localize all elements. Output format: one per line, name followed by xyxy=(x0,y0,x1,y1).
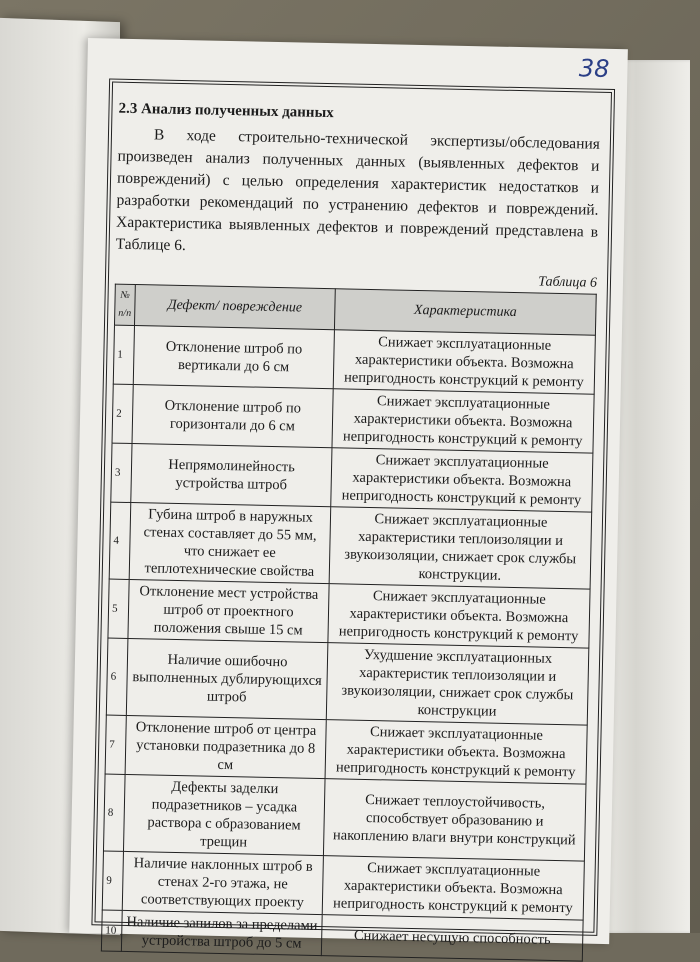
row-characteristic: Снижает теплоустойчивость, способствует образованию и накоплению влаги внутри конструкций xyxy=(323,779,586,861)
row-num: 8 xyxy=(103,774,125,851)
table-row xyxy=(111,443,593,512)
row-num: 10 xyxy=(101,910,122,951)
header-num: № п/п xyxy=(114,284,135,325)
document-page xyxy=(69,38,628,952)
table-row xyxy=(108,579,590,648)
row-num: 9 xyxy=(102,851,123,910)
table-row xyxy=(109,502,592,589)
table-row xyxy=(103,774,586,861)
row-num: 1 xyxy=(113,325,134,384)
row-characteristic: Снижает эксплуатационные характеристики объекта. Возможна непригодность конструкций к ремонту xyxy=(325,720,587,784)
row-defect: Отклонение мест устройства штроб от проектного положения свыше 15 см xyxy=(128,579,329,642)
row-num: 2 xyxy=(112,384,133,443)
row-defect: Дефекты заделки подразетников – усадка раствора с образованием трещин xyxy=(123,774,325,855)
header-characteristic: Характеристика xyxy=(334,289,596,335)
row-num: 6 xyxy=(106,638,128,715)
row-characteristic: Снижает несущую способность xyxy=(321,915,583,961)
row-defect: Отклонение штроб от центра установки подразетника до 8 см xyxy=(125,715,326,778)
defects-table xyxy=(101,284,597,962)
table-row xyxy=(101,910,583,961)
row-num: 3 xyxy=(111,443,132,502)
row-num: 5 xyxy=(108,579,129,638)
row-characteristic: Снижает эксплуатационные характеристики объекта. Возможна непригодность конструкций к ремонту xyxy=(333,330,595,394)
row-characteristic: Снижает эксплуатационные характеристики объекта. Возможна непригодность конструкций к ремонту xyxy=(322,856,584,920)
row-characteristic: Снижает эксплуатационные характеристики теплоизоляции и звукоизоляции, снижает срок службы конструкции. xyxy=(329,507,592,589)
row-defect: Наличие запилов за пределами устройства штроб до 5 см xyxy=(121,910,322,955)
row-defect: Отклонение штроб по горизонтали до 6 см xyxy=(132,385,333,448)
table-row xyxy=(112,384,594,453)
row-characteristic: Ухудшение эксплуатационных характеристик теплоизоляции и звукоизоляции, снижает срок службы конструкции xyxy=(326,643,589,725)
row-characteristic: Снижает эксплуатационные характеристики объекта. Возможна непригодность конструкций к ремонту xyxy=(328,584,590,648)
page-frame xyxy=(91,78,615,952)
table-row xyxy=(106,638,589,725)
header-defect: Дефект/ повреждение xyxy=(134,285,335,330)
row-defect: Непрямолинейность устройства штроб xyxy=(131,444,332,507)
row-defect: Отклонение штроб по вертикали до 6 см xyxy=(133,326,334,389)
row-num: 4 xyxy=(109,502,131,579)
row-characteristic: Снижает эксплуатационные характеристики объекта. Возможна непригодность конструкций к ремонту xyxy=(332,389,594,453)
table-row xyxy=(105,715,587,784)
section-paragraph: В ходе строительно-технической экспертизы/обследования произведен анализ полученных данных (выявленных дефектов и повреждений) с целью определения характеристик недостатков и разработки рекомендаций по устранению дефектов и повреждений. Характеристика выявленных дефектов и повреждений представлена в Таблице 6. xyxy=(115,126,601,255)
row-characteristic: Снижает эксплуатационные характеристики объекта. Возможна непригодность конструкций к ремонту xyxy=(331,448,593,512)
table-row xyxy=(102,851,584,920)
section-title: 2.3 Анализ полученных данных xyxy=(118,100,334,122)
table-caption: Таблица 6 xyxy=(538,274,598,291)
page-content xyxy=(95,83,611,962)
page-number: 38 xyxy=(578,54,610,83)
table-row xyxy=(113,325,595,394)
row-defect: Наличие наклонных штроб в стенах 2-го этажа, не соответствующих проекту xyxy=(122,851,323,914)
row-defect: Губина штроб в наружных стенах составляет до 55 мм, что снижает ее теплотехнические свойства xyxy=(129,502,331,583)
row-defect: Наличие ошибочно выполненных дублирующихся штроб xyxy=(126,638,328,719)
row-num: 7 xyxy=(105,715,126,774)
